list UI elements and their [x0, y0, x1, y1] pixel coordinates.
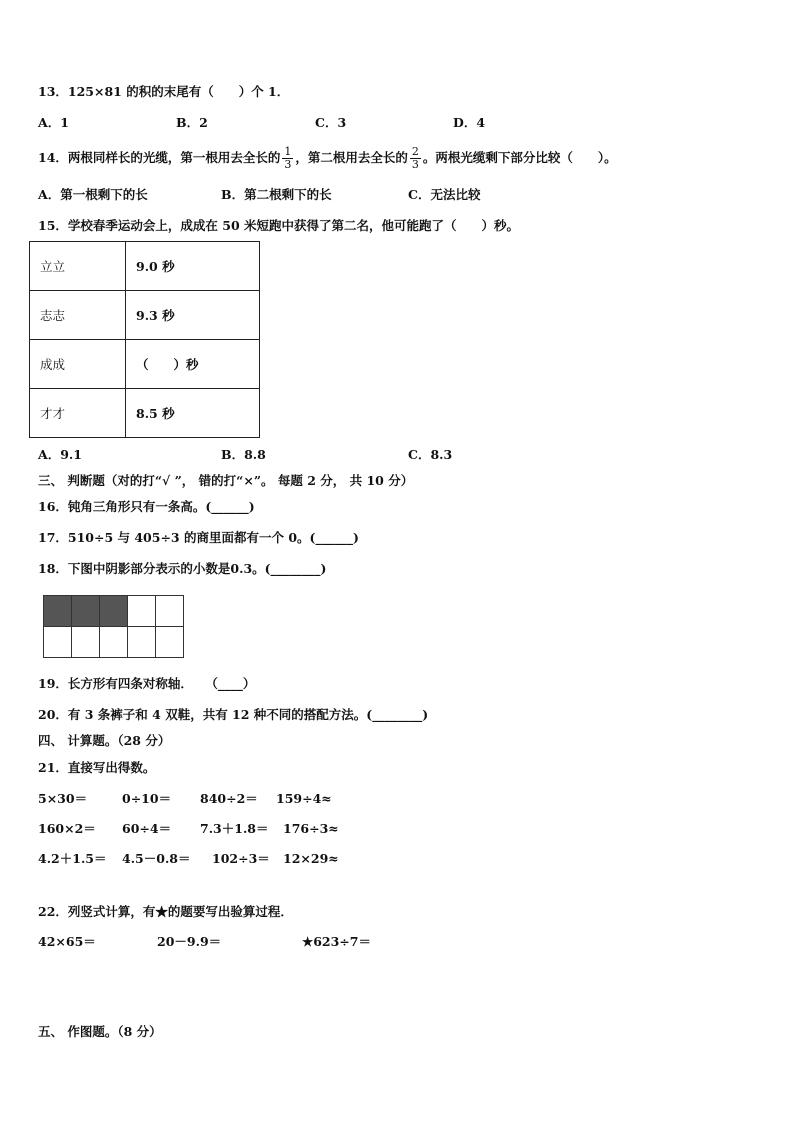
q21-item: 0÷10＝: [122, 791, 172, 806]
q14-option-a: A．第一根剩下的长: [38, 187, 148, 202]
table-row: [30, 242, 260, 291]
grid-cell: [72, 627, 100, 658]
runner-name: 志志: [30, 291, 126, 340]
grid-cell-shaded: [72, 596, 100, 627]
grid-cell: [44, 627, 72, 658]
q20: 20．有 3 条裤子和 4 双鞋，共有 12 种不同的搭配方法。(________): [38, 707, 429, 722]
q21-item: 4.2＋1.5＝: [38, 851, 107, 866]
q14-fraction-two-thirds: $\frac{2}{3}$: [411, 145, 419, 171]
runner-name: 立立: [30, 242, 126, 291]
grid-cell: [156, 627, 184, 658]
section-3-heading: 三、 判断题（对的打“√ ”， 错的打“×”。 每题 2 分， 共 10 分）: [38, 473, 414, 488]
q18-decimal-grid: [43, 595, 184, 658]
runner-time: 8.5 秒: [126, 389, 260, 438]
q22-item: 42×65＝: [38, 934, 96, 949]
q21-item: 102÷3＝: [212, 851, 270, 866]
q21-item: 160×2＝: [38, 821, 96, 836]
q17: 17．510÷5 与 405÷3 的商里面都有一个 0。(______): [38, 530, 359, 545]
grid-cell-shaded: [100, 596, 128, 627]
q14-option-c: C．无法比较: [408, 187, 481, 202]
section-4-heading: 四、 计算题。（28 分）: [38, 733, 171, 748]
q19: 19．长方形有四条对称轴． （____）: [38, 676, 256, 691]
runner-time: （ ）秒: [126, 340, 260, 389]
q21-item: 176÷3≈: [283, 821, 339, 836]
q21-item: 159÷4≈: [276, 791, 332, 806]
q21-item: 60÷4＝: [122, 821, 172, 836]
q22-item: 20－9.9＝: [157, 934, 222, 949]
q13-option-d: D．4: [453, 115, 486, 130]
q21-stem: 21．直接写出得数。: [38, 760, 156, 775]
q15-option-a: A．9.1: [38, 447, 82, 462]
q13-option-b: B．2: [176, 115, 208, 130]
q22-stem: 22．列竖式计算，有★的题要写出验算过程．: [38, 904, 293, 919]
section-5-heading: 五、 作图题。（8 分）: [38, 1024, 162, 1039]
grid-cell: [128, 596, 156, 627]
q15-time-table: [29, 241, 260, 438]
q14-stem: [38, 143, 617, 173]
table-row: [30, 389, 260, 438]
q21-item: 12×29≈: [283, 851, 339, 866]
runner-name: 成成: [30, 340, 126, 389]
table-row: [30, 340, 260, 389]
runner-time: 9.0 秒: [126, 242, 260, 291]
q14-stem-part-a: 14．两根同样长的光缆，第一根用去全长的: [38, 150, 281, 165]
grid-cell: [128, 627, 156, 658]
q21-item: 840÷2＝: [200, 791, 258, 806]
q14-stem-part-b: ，第二根用去全长的: [295, 150, 408, 165]
table-row: [30, 291, 260, 340]
q15-stem: 15．学校春季运动会上，成成在 50 米短跑中获得了第二名，他可能跑了（ ）秒。: [38, 218, 519, 233]
grid-cell: [100, 627, 128, 658]
grid-cell: [156, 596, 184, 627]
q14-fraction-one-third: $\frac{1}{3}$: [284, 145, 292, 171]
runner-name: 才才: [30, 389, 126, 438]
q13-option-a: A．1: [38, 115, 69, 130]
q18: 18．下图中阴影部分表示的小数是0.3。(________): [38, 561, 327, 576]
q13-stem: 13．125×81 的积的末尾有（ ）个 1．: [38, 84, 290, 99]
q21-item: 4.5－0.8＝: [122, 851, 191, 866]
runner-time: 9.3 秒: [126, 291, 260, 340]
q16: 16．钝角三角形只有一条高。(______): [38, 499, 255, 514]
q21-item: 5×30＝: [38, 791, 88, 806]
q14-stem-part-c: 。两根光缆剩下部分比较（ ）。: [422, 150, 617, 165]
q14-option-b: B．第二根剩下的长: [221, 187, 332, 202]
grid-cell-shaded: [44, 596, 72, 627]
q15-option-b: B．8.8: [221, 447, 266, 462]
q15-option-c: C．8.3: [408, 447, 453, 462]
q22-item: ★623÷7＝: [302, 934, 371, 949]
q13-option-c: C．3: [315, 115, 347, 130]
q21-item: 7.3＋1.8＝: [200, 821, 269, 836]
